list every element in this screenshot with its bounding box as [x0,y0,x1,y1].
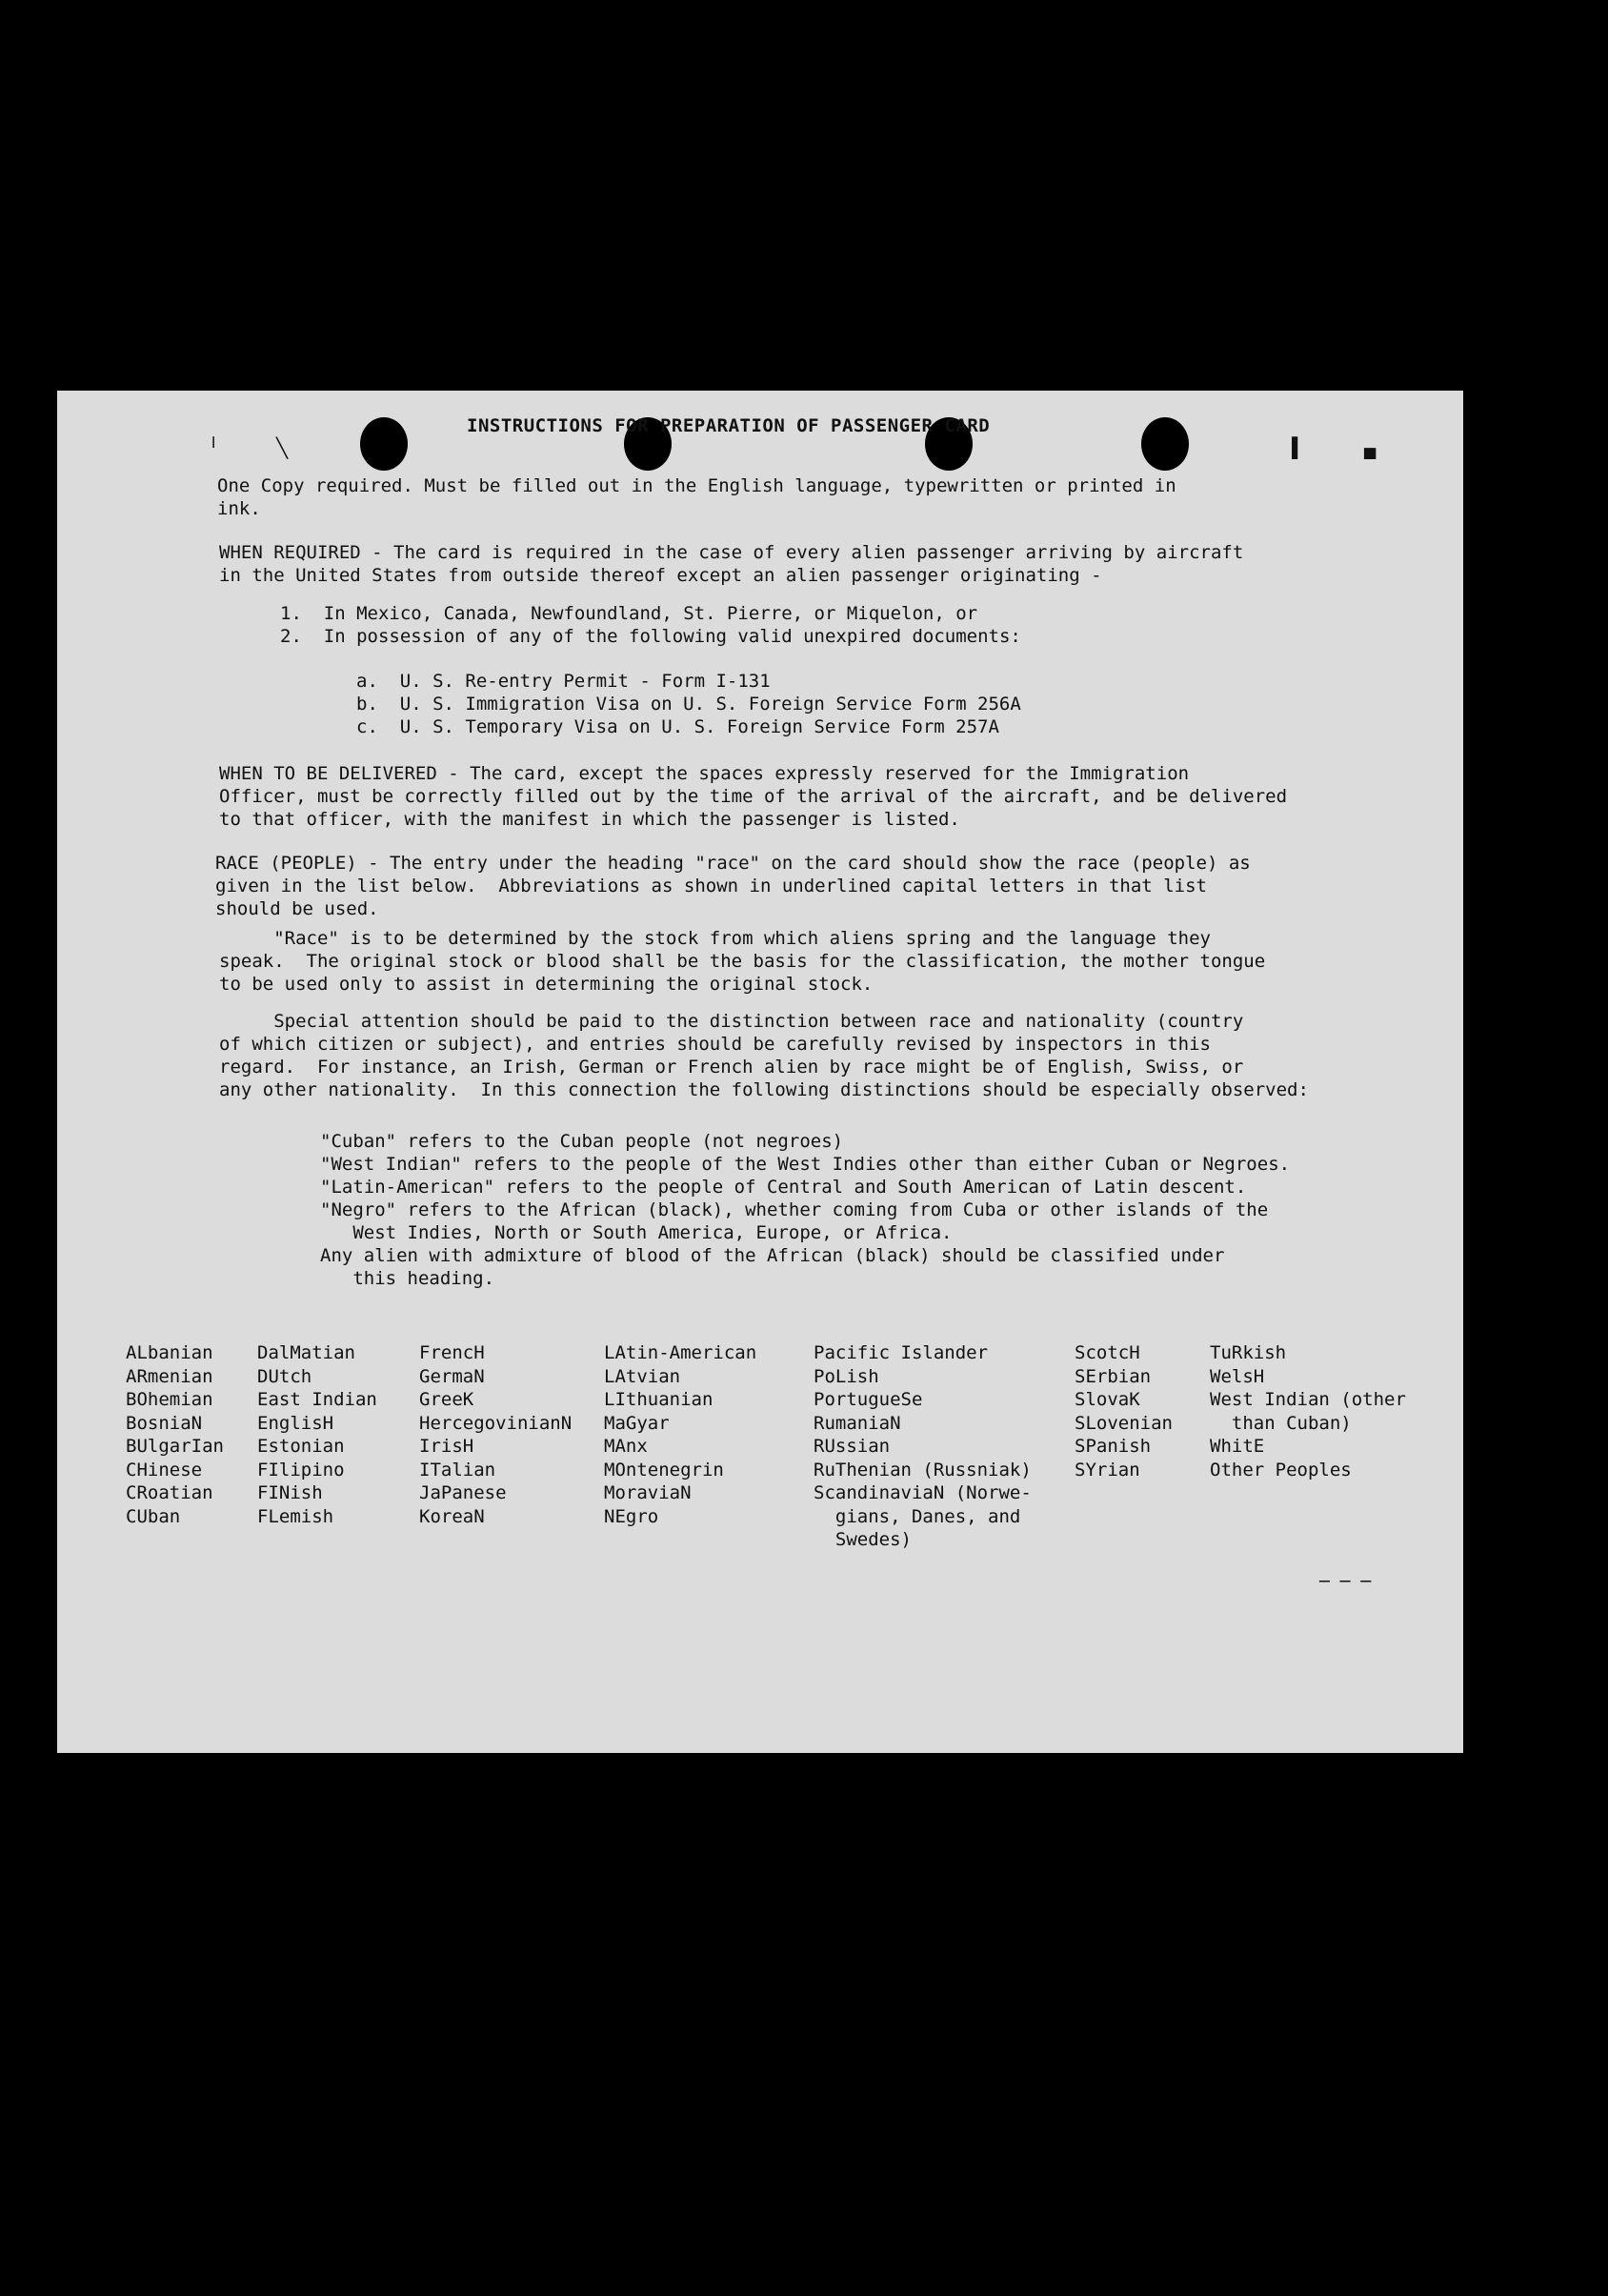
race-column-4: LAtin-American LAtvian LIthuanian MaGyar MAnx MOntenegrin MoraviaN NEgro [604,1342,757,1527]
race-column-3: FrencH GermaN GreeK HercegovinianN IrisH ITalian JaPanese KoreaN [419,1342,573,1527]
race-distinctions: "Cuban" refers to the Cuban people (not negroes) "West Indian" refers to the people of the West Indies other than either Cuban or Negroes. "Latin-American" refers to the people of Central and South American of Latin descent. "Negro" refers to the African (black), whether coming from Cuba or other islands of the West Indies, North or South America, Europe, or Africa. Any alien with admixture of blood of the African (black) should be classified under this heading. [320,1131,1291,1289]
originating-list: 1. In Mexico, Canada, Newfoundland, St. Pierre, or Miquelon, or 2. In possession of any of the following valid unexpired documents: [280,603,1021,647]
ink-mark: ▄ [1364,436,1377,459]
ink-mark: ╵ [208,436,220,459]
document-list: a. U. S. Re-entry Permit - Form I-131 b. U. S. Immigration Visa on U. S. Foreign Service Form 256A c. U. S. Temporary Visa on U. S. Foreign Service Form 257A [356,671,1021,737]
race-paragraph-2: "Race" is to be determined by the stock from which aliens spring and the language they speak. The original stock or blood shall be the basis for the classification, the mother tongue to be used only to assist in determining the original stock. [219,928,1266,995]
document-title: INSTRUCTIONS FOR PREPARATION OF PASSENGER CARD [467,415,991,436]
punch-hole [1141,417,1189,471]
ink-mark: ╲ [276,436,289,459]
when-required-text: WHEN REQUIRED - The card is required in the case of every alien passenger arriving by aircraft in the United States from outside thereof except an alien passenger originating - [219,542,1244,586]
race-paragraph-3: Special attention should be paid to the distinction between race and nationality (country of which citizen or subject), and entries should be carefully revised by inspectors in this regard. For instance, an Irish, German or French alien by race might be of English, Swiss, or any other nationality. In this connection the following distinctions should be especially observed: [219,1011,1309,1100]
race-column-5: Pacific Islander PoLish PortugueSe RumaniaN RUssian RuThenian (Russniak) ScandinaviaN (Norwe- gians, Danes, and Swedes) [814,1342,1032,1550]
punch-hole [360,417,408,471]
race-column-1: ALbanian ARmenian BOhemian BosniaN BUlgarIan CHinese CRoatian CUban [126,1342,224,1527]
ink-mark: ─ ─ ─ [1319,1572,1372,1592]
intro-text: One Copy required. Must be filled out in the English language, typewritten or printed in ink. [217,475,1176,519]
race-column-7: TuRkish WelsH West Indian (other than Cuban) WhitE Other Peoples [1210,1342,1406,1480]
race-column-2: DalMatian DUtch East Indian EnglisH Estonian FIlipino FINish FLemish [257,1342,377,1527]
document-page [57,391,1463,1753]
ink-mark: ▐ [1286,436,1298,459]
when-delivered-text: WHEN TO BE DELIVERED - The card, except the spaces expressly reserved for the Immigration Officer, must be correctly filled out by the time of the arrival of the aircraft, and be delivered to that officer, with the manifest in which the passenger is listed. [219,763,1288,830]
race-column-6: ScotcH SErbian SlovaK SLovenian SPanish SYrian [1075,1342,1173,1480]
race-paragraph-1: RACE (PEOPLE) - The entry under the heading "race" on the card should show the race (people) as given in the list below. Abbreviations as shown in underlined capital letters in that list should be used. [215,853,1251,919]
